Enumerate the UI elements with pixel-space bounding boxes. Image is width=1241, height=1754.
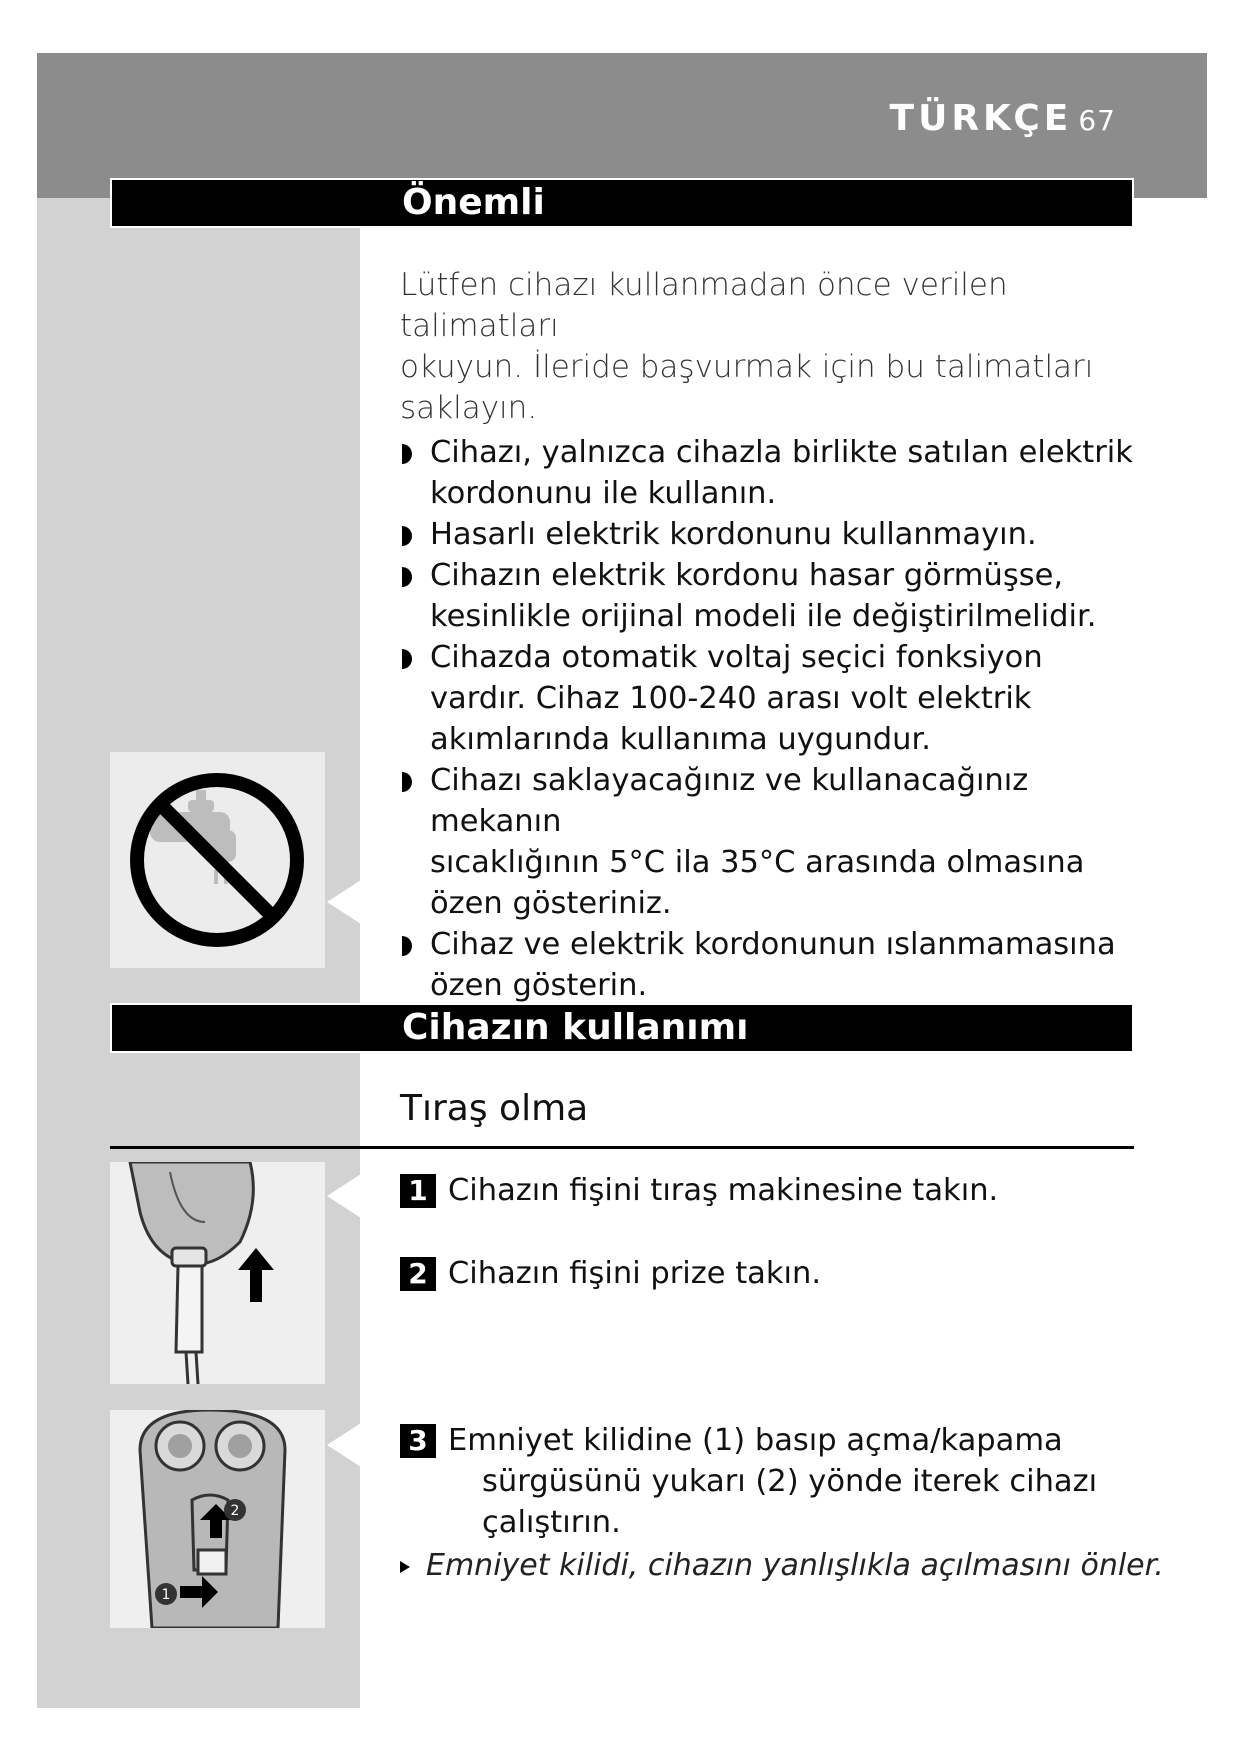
step-text: Cihazın fişini prize takın. xyxy=(448,1256,822,1291)
list-item xyxy=(400,514,1160,555)
shaver-switch-icon xyxy=(110,1410,325,1628)
language-label: TÜRKÇE xyxy=(889,98,1073,139)
bullet-icon xyxy=(400,637,414,678)
section-title-bar-use xyxy=(110,1003,1134,1053)
step-number-badge: 3 xyxy=(400,1424,436,1458)
note-text: Emniyet kilidi, cihazın yanlışlıkla açılmasını önler. xyxy=(426,1548,1164,1583)
triangle-bullet-icon xyxy=(400,1561,410,1573)
intro-line: saklayın. xyxy=(400,390,538,426)
step-number-badge: 1 xyxy=(400,1174,436,1208)
bullet-line: sıcaklığının 5°C ila 35°C arasında olmasına xyxy=(430,845,1085,880)
bullet-line: Cihazda otomatik voltaj seçici fonksiyon xyxy=(430,640,1043,675)
section-title-bar-important xyxy=(110,178,1134,228)
divider xyxy=(110,1146,1134,1149)
step-1 xyxy=(400,1170,1160,1211)
bullet-line: kesinlikle orijinal modeli ile değiştirilmelidir. xyxy=(430,599,1097,634)
list-item xyxy=(400,760,1160,924)
callout-pointer xyxy=(327,1423,361,1467)
bullet-icon xyxy=(400,432,414,473)
list-item xyxy=(400,432,1160,514)
page-number: 67 xyxy=(1078,104,1116,137)
section-title-important: Önemli xyxy=(402,182,545,223)
callout-pointer xyxy=(327,880,361,924)
bullet-line: özen gösterin. xyxy=(430,968,648,1003)
intro-line: Lütfen cihazı kullanmadan önce verilen talimatları xyxy=(400,267,1008,344)
callout-label: 2 xyxy=(230,1503,240,1519)
callout-label: 1 xyxy=(161,1587,171,1603)
bullet-icon xyxy=(400,924,414,965)
bullet-icon xyxy=(400,760,414,801)
result-note xyxy=(400,1546,1164,1586)
plug-illustration xyxy=(110,1162,325,1384)
step-number-badge: 2 xyxy=(400,1257,436,1291)
step-text: Cihazın fişini tıraş makinesine takın. xyxy=(448,1173,999,1208)
bullet-line: Cihaz ve elektrik kordonunun ıslanmamasına xyxy=(430,927,1116,962)
list-item xyxy=(400,924,1160,1006)
no-water-illustration xyxy=(110,752,325,968)
bullet-line: akımlarında kullanıma uygundur. xyxy=(430,722,931,757)
bullet-line: vardır. Cihaz 100-240 arası volt elektrik xyxy=(430,681,1032,716)
step-text: Emniyet kilidine (1) basıp açma/kapama xyxy=(448,1423,1063,1458)
bullet-line: Hasarlı elektrik kordonunu kullanmayın. xyxy=(430,517,1037,552)
safety-bullet-list xyxy=(400,432,1160,1006)
no-water-icon xyxy=(110,752,325,968)
intro-line: okuyun. İleride başvurmak için bu talimatları xyxy=(400,349,1094,385)
list-item xyxy=(400,555,1160,637)
list-item xyxy=(400,637,1160,760)
subsection-title: Tıraş olma xyxy=(400,1088,589,1129)
step-text-continued: sürgüsünü yukarı (2) yönde iterek cihazı xyxy=(482,1464,1098,1499)
shaver-illustration xyxy=(110,1410,325,1628)
bullet-icon xyxy=(400,555,414,596)
step-3 xyxy=(400,1420,1160,1543)
bullet-line: özen gösteriniz. xyxy=(430,886,672,921)
bullet-icon xyxy=(400,514,414,555)
page-header xyxy=(890,98,1116,139)
bullet-line: Cihazı, yalnızca cihazla birlikte satılan elektrik xyxy=(430,435,1133,470)
plug-in-icon xyxy=(110,1162,325,1384)
bullet-line: Cihazı saklayacağınız ve kullanacağınız mekanın xyxy=(430,763,1029,839)
intro-paragraph xyxy=(400,265,1160,429)
step-2 xyxy=(400,1253,1160,1294)
callout-pointer xyxy=(327,1174,361,1218)
step-text-continued: çalıştırın. xyxy=(482,1505,621,1540)
bullet-line: Cihazın elektrik kordonu hasar görmüşse, xyxy=(430,558,1064,593)
bullet-line: kordonunu ile kullanın. xyxy=(430,476,777,511)
section-title-use: Cihazın kullanımı xyxy=(402,1007,749,1048)
